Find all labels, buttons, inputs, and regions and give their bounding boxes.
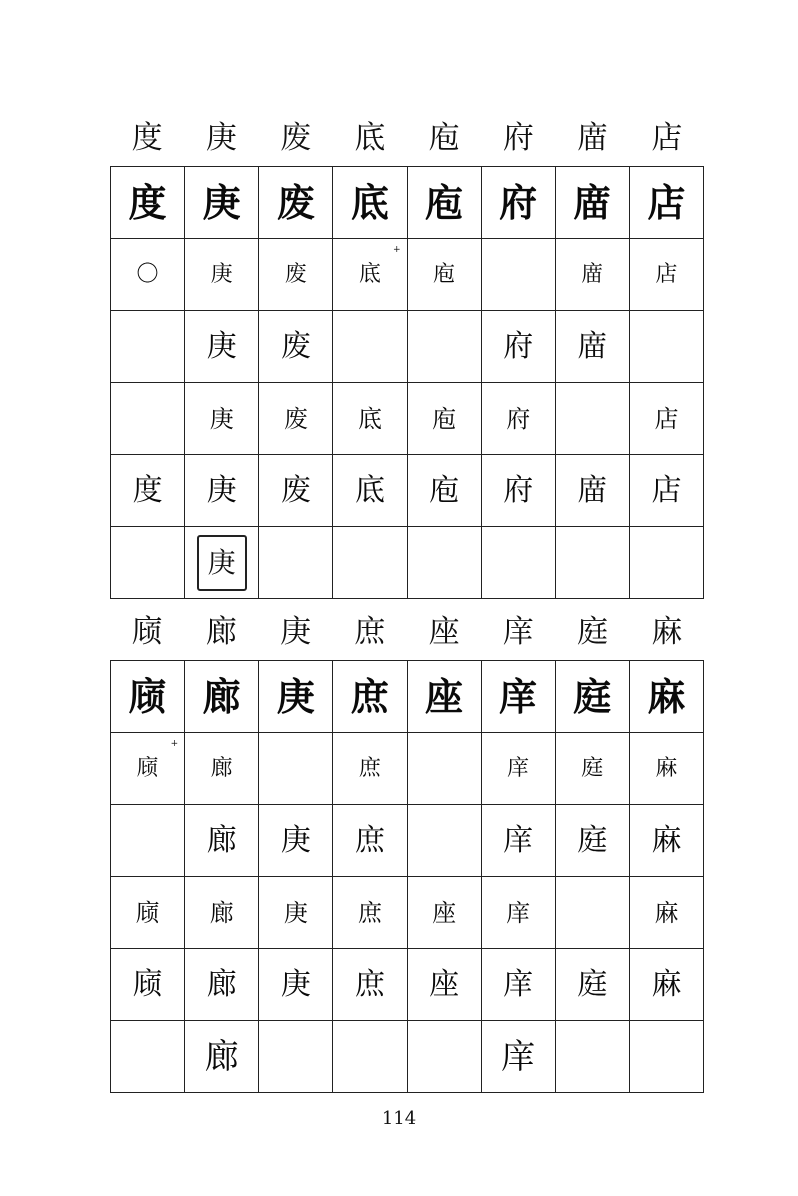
script-glyph: 庭 <box>577 966 608 1002</box>
glyph-cell <box>259 805 333 877</box>
script-glyph: 府 <box>503 472 534 508</box>
script-glyph: 廊 <box>206 822 237 858</box>
glyph-cell <box>555 311 629 383</box>
script-glyph: 庿 <box>581 261 604 287</box>
glyph-cell <box>555 383 629 455</box>
glyph-cell <box>185 877 259 949</box>
glyph-cell <box>555 1021 629 1093</box>
glyph-cell <box>629 733 703 805</box>
glyph-cell <box>629 877 703 949</box>
script-glyph: 庚 <box>276 673 315 719</box>
glyph-cell <box>629 1021 703 1093</box>
glyph-cell <box>555 167 629 239</box>
glyph-cell <box>629 455 703 527</box>
script-glyph: 庿 <box>577 472 608 508</box>
glyph-cell <box>333 527 407 599</box>
script-glyph: 府 <box>506 404 531 433</box>
glyph-cell <box>555 949 629 1021</box>
script-glyph: 底 <box>357 404 382 433</box>
script-glyph: 庚 <box>202 179 241 225</box>
glyph-cell <box>407 733 481 805</box>
glyph-cell <box>185 167 259 239</box>
glyph-cell <box>407 167 481 239</box>
script-glyph: 庶 <box>350 673 389 719</box>
glyph-cell <box>185 733 259 805</box>
script-glyph: 庶 <box>358 755 381 781</box>
script-glyph: 庼 <box>128 673 167 719</box>
glyph-cell <box>333 167 407 239</box>
script-glyph: 座 <box>432 898 457 927</box>
seal-glyph: 庚 <box>197 535 247 591</box>
script-glyph: 店 <box>647 179 686 225</box>
glyph-cell <box>629 949 703 1021</box>
glyph-cell <box>481 733 555 805</box>
script-glyph: 麻 <box>651 966 682 1002</box>
script-glyph: 庚 <box>210 261 233 287</box>
header-char: 废 <box>280 119 312 156</box>
header-char: 店 <box>651 119 683 156</box>
glyph-cell <box>111 733 185 805</box>
glyph-cell <box>185 661 259 733</box>
script-glyph: 庖 <box>433 261 456 287</box>
glyph-cell <box>555 239 629 311</box>
glyph-cell <box>111 661 185 733</box>
table-row <box>111 805 704 877</box>
glyph-cell <box>185 311 259 383</box>
header-char: 府 <box>502 119 534 156</box>
glyph-cell <box>111 527 185 599</box>
glyph-cell <box>407 661 481 733</box>
script-glyph: 庚 <box>280 822 311 858</box>
script-glyph: 廊 <box>202 673 241 719</box>
script-glyph: 废 <box>280 328 311 364</box>
script-glyph: 庚 <box>209 404 234 433</box>
glyph-cell <box>333 383 407 455</box>
script-glyph: 废 <box>283 404 308 433</box>
page-number: 114 <box>381 1108 417 1129</box>
script-glyph: 庭 <box>573 673 612 719</box>
script-glyph: 庖 <box>432 404 457 433</box>
glyph-cell <box>111 383 185 455</box>
glyph-cell <box>407 527 481 599</box>
glyph-cell <box>333 239 407 311</box>
glyph-cell <box>259 877 333 949</box>
script-glyph: 座 <box>429 966 460 1002</box>
header-char: 廊 <box>205 613 237 650</box>
script-glyph: 庠 <box>507 755 530 781</box>
header-char: 座 <box>428 613 460 650</box>
glyph-cell <box>259 167 333 239</box>
script-glyph: 庿 <box>577 328 608 364</box>
glyph-cell <box>481 949 555 1021</box>
header-char: 庭 <box>577 613 609 650</box>
glyph-cell <box>407 311 481 383</box>
script-glyph: 庠 <box>506 898 531 927</box>
glyph-cell <box>111 455 185 527</box>
glyph-cell <box>333 661 407 733</box>
script-glyph: 廊 <box>209 898 234 927</box>
glyph-cell <box>629 661 703 733</box>
glyph-cell <box>259 661 333 733</box>
script-glyph: 庠 <box>503 822 534 858</box>
header-char: 庼 <box>131 613 163 650</box>
script-glyph: 废 <box>280 472 311 508</box>
header-char: 庚 <box>280 613 312 650</box>
script-glyph: 庼 <box>132 966 163 1002</box>
script-glyph: 廊 <box>204 1036 239 1077</box>
glyph-cell <box>555 733 629 805</box>
glyph-cell <box>185 949 259 1021</box>
table-row <box>111 527 704 599</box>
script-glyph: 庚 <box>280 966 311 1002</box>
script-glyph: 麻 <box>651 822 682 858</box>
glyph-cell <box>111 167 185 239</box>
script-glyph: 庠 <box>503 966 534 1002</box>
script-glyph: 庚 <box>283 898 308 927</box>
plus-mark-icon: + <box>170 739 179 749</box>
glyph-cell <box>555 805 629 877</box>
glyph-cell <box>185 383 259 455</box>
glyph-cell <box>111 805 185 877</box>
script-glyph: 廊 <box>206 966 237 1002</box>
glyph-cell <box>259 455 333 527</box>
header-char: 麻 <box>651 613 683 650</box>
glyph-cell <box>111 949 185 1021</box>
glyph-cell <box>259 383 333 455</box>
glyph-cell <box>629 239 703 311</box>
script-glyph: 庖 <box>429 472 460 508</box>
script-glyph: 度 <box>132 472 163 508</box>
glyph-cell <box>481 311 555 383</box>
glyph-cell <box>407 239 481 311</box>
glyph-cell <box>333 805 407 877</box>
script-glyph: 庼 <box>136 755 159 781</box>
glyph-cell <box>333 877 407 949</box>
glyph-cell <box>555 455 629 527</box>
glyph-cell <box>481 527 555 599</box>
glyph-cell <box>407 1021 481 1093</box>
header-char: 庠 <box>502 613 534 650</box>
glyph-cell <box>111 877 185 949</box>
glyph-cell <box>111 239 185 311</box>
glyph-cell <box>629 311 703 383</box>
glyph-cell <box>407 455 481 527</box>
table-row <box>111 733 704 805</box>
script-glyph: 廊 <box>210 755 233 781</box>
script-glyph: 庠 <box>499 673 538 719</box>
glyph-cell <box>259 311 333 383</box>
script-glyph: 庭 <box>577 822 608 858</box>
script-glyph: 庚 <box>206 328 237 364</box>
glyph-cell <box>407 877 481 949</box>
table-row <box>111 661 704 733</box>
table-row <box>111 455 704 527</box>
glyph-cell <box>333 311 407 383</box>
table-row <box>111 949 704 1021</box>
glyph-cell <box>481 239 555 311</box>
script-glyph: 庶 <box>354 966 385 1002</box>
script-glyph: 店 <box>651 472 682 508</box>
glyph-cell <box>185 805 259 877</box>
script-glyph: 度 <box>128 179 167 225</box>
glyph-cell <box>333 455 407 527</box>
script-glyph: 庶 <box>354 822 385 858</box>
glyph-cell <box>259 949 333 1021</box>
script-glyph: 废 <box>276 179 315 225</box>
table-row <box>111 1021 704 1093</box>
glyph-cell <box>185 527 259 599</box>
header-char: 度 <box>131 119 163 156</box>
glyph-cell <box>407 949 481 1021</box>
header-row <box>110 110 704 166</box>
glyph-cell <box>481 455 555 527</box>
glyph-cell <box>555 877 629 949</box>
script-glyph: 庿 <box>573 179 612 225</box>
glyph-cell <box>333 733 407 805</box>
script-glyph: 庖 <box>425 179 464 225</box>
table-row <box>111 877 704 949</box>
glyph-cell <box>333 1021 407 1093</box>
script-glyph: 麻 <box>655 755 678 781</box>
script-glyph: 废 <box>284 261 307 287</box>
glyph-cell <box>259 527 333 599</box>
script-glyph: 底 <box>350 179 389 225</box>
header-char: 庿 <box>577 119 609 156</box>
glyph-cell <box>481 1021 555 1093</box>
script-glyph: 庶 <box>357 898 382 927</box>
script-glyph: 底 <box>354 472 385 508</box>
script-glyph: 店 <box>654 404 679 433</box>
glyph-cell <box>259 733 333 805</box>
script-glyph: 座 <box>425 673 464 719</box>
table-row <box>111 239 704 311</box>
glyph-cell <box>629 383 703 455</box>
glyph-grid <box>110 166 704 599</box>
script-glyph: 店 <box>655 261 678 287</box>
script-glyph: 庚 <box>206 472 237 508</box>
script-glyph: 庭 <box>581 755 604 781</box>
character-table-bottom <box>110 604 704 1093</box>
header-char: 庶 <box>354 613 386 650</box>
table-row <box>111 383 704 455</box>
table-row <box>111 167 704 239</box>
script-glyph: 庠 <box>501 1036 536 1077</box>
glyph-cell <box>629 527 703 599</box>
glyph-grid <box>110 660 704 1093</box>
header-row <box>110 604 704 660</box>
glyph-cell <box>333 949 407 1021</box>
plus-mark-icon: + <box>392 245 401 255</box>
glyph-cell <box>259 1021 333 1093</box>
header-char: 底 <box>354 119 386 156</box>
glyph-cell <box>481 661 555 733</box>
glyph-cell <box>481 877 555 949</box>
script-glyph: 府 <box>503 328 534 364</box>
glyph-cell <box>111 1021 185 1093</box>
glyph-cell <box>185 455 259 527</box>
glyph-cell <box>407 383 481 455</box>
header-char: 庚 <box>205 119 237 156</box>
script-glyph: 麻 <box>647 673 686 719</box>
glyph-cell <box>629 167 703 239</box>
glyph-cell <box>555 661 629 733</box>
script-glyph: 府 <box>499 179 538 225</box>
glyph-cell <box>407 805 481 877</box>
glyph-cell <box>629 805 703 877</box>
script-glyph: 庼 <box>135 898 160 927</box>
glyph-cell <box>185 239 259 311</box>
glyph-cell <box>481 167 555 239</box>
glyph-cell <box>185 1021 259 1093</box>
header-char: 庖 <box>428 119 460 156</box>
script-glyph: 麻 <box>654 898 679 927</box>
glyph-cell <box>111 311 185 383</box>
script-glyph: 底 <box>358 261 381 287</box>
character-table-top <box>110 110 704 599</box>
glyph-cell <box>481 383 555 455</box>
script-glyph: 〇 <box>136 261 159 287</box>
glyph-cell <box>259 239 333 311</box>
table-row <box>111 311 704 383</box>
glyph-cell <box>481 805 555 877</box>
glyph-cell <box>555 527 629 599</box>
